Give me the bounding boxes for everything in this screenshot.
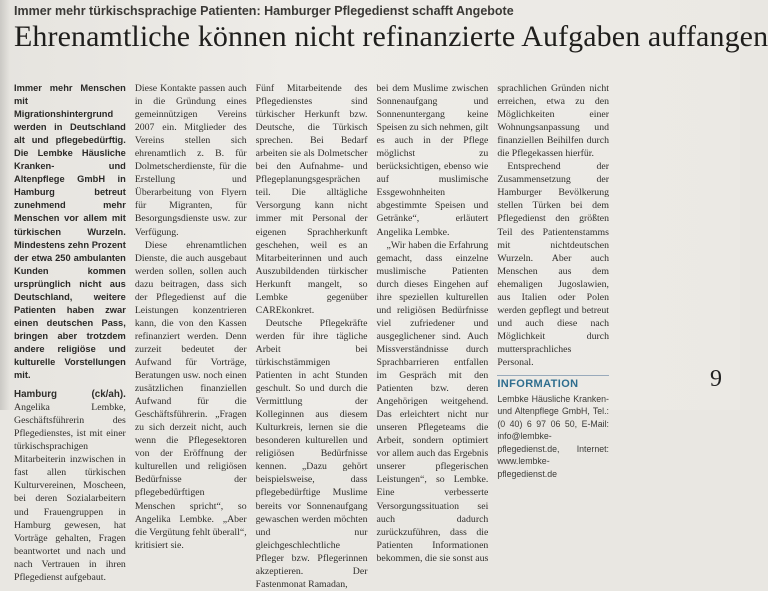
article-headline: Ehrenamtliche können nicht refinanzierte Aufgaben auffangen [14, 20, 768, 53]
info-text: Lembke Häusliche Kranken- und Altenpflege GmbH, Tel.: (0 40) 6 97 06 50, E-Mail: info@lembke-pflegedienst.de, Internet: www.lembke-pflegedienst.de [497, 394, 609, 479]
article-paragraph: „Wir haben die Erfahrung gemacht, dass einzelne muslimische Patienten durch dieses Eingehen auf ihre speziellen kulturellen und religiösen Bedürfnisse viel zufriedener und ausgeglichener sind. Auch Missverständnisse durch Sprachbarrieren entfallen im Gespräch mit den Patienten bzw. deren Angehörigen weitgehend. Das erleichtert nicht nur unseren Pflegeteams die Arbeit, sondern optimiert vor allem auch das Ergebnis unserer pflegerischen Leistungen“, so Lembke. Eine verbesserte Versorgungssituation sei auch dadurch zurückzuführen, dass die Patienten Informationen bekommen, die sie sonst aus [376, 239, 489, 564]
article-dateline: Hamburg (ck/ah). [14, 389, 126, 401]
article-kicker: Immer mehr türkischsprachige Patienten: Hamburger Pflegedienst schafft Angebote [14, 4, 514, 18]
info-box [497, 375, 609, 480]
info-title: INFORMATION [497, 375, 609, 391]
article-column-3 [256, 82, 368, 591]
article-lead: Immer mehr Menschen mit Migrationshintergrund werden in Deutschland alt und pflegebedürftig. Die Lembke Häusliche Kranken- und Altenpflege GmbH in Hamburg betreut zunehmend mehr Menschen vor allem mit türkischen Wurzeln. Mindestens zehn Prozent der etwa 250 ambulanten Kunden kommen ursprünglich nicht aus Deutschland, weitere Patienten haben zwar einen deutschen Pass, bringen aber trotzdem andere religiöse und kulturelle Vorstellungen mit. [14, 83, 126, 381]
article-paragraph: Diese Kontakte passen auch in die Gründung eines gemeinnützigen Vereins 2007 ein. Mitglieder des Vereins stellen sich ehrenamtlich z. B. für Dolmetscherdienste, für die Erstellung und Überarbeitung von Flyern für Migranten, für Besorgungsdienste usw. zur Verfügung. [134, 83, 247, 238]
page-edge-shadow [0, 0, 10, 410]
article-paragraph: Deutsche Pflegekräfte werden für ihre tägliche Arbeit bei türkischstämmigen Patienten in acht Stunden geschult. So und durch die Vermittlung der Kolleginnen aus diesem Kulturkreis, lernen sie die besonderen kulturellen und religiösen Bedürfnisse kennen. „Dazu gehört beispielsweise, dass pflegebedürftige Muslime bereits vor Sonnenaufgang gewaschen werden möchten und nur gleichgeschlechtliche Pfleger bzw. Pflegerinnen akzeptieren. Der Fastenmonat Ramadan, [255, 317, 368, 590]
article-paragraph: bei dem Muslime zwischen Sonnenaufgang und Sonnenuntergang keine Speisen zu sich nehmen, gilt es auch in der Pflege möglichst zu berücksichtigen, ebenso wie auf muslimische Essgewohnheiten abgestimmte Speisen und Getränke“, erläutert Angelika Lembke. [376, 83, 489, 238]
article-paragraph: sprachlichen Gründen nicht erreichen, etwa zu den Möglichkeiten einer Wohnungsanpassung und finanziellen Beihilfen durch die Pflegekassen hierfür. [497, 83, 609, 160]
article-column-4 [377, 82, 489, 591]
article-column-1 [14, 82, 126, 591]
article-paragraph: Fünf Mitarbeitende des Pflegedienstes sind türkischer Herkunft bzw. Deutsche, die Türkisch sprechen. Bei Bedarf arbeiten sie als Dolmetscher bei den Aufnahme- und Pflegeplanungsgesprächen teil. Die alltägliche Versorgung kann nicht immer mit Personal der eigenen Sprachherkunft geschehen, weil es an Mitarbeiterinnen und auch Auszubildenden türkischer Herkunft mangelt, so Lembke gegenüber CAREkonkret. [255, 83, 368, 316]
article-paragraph [14, 388, 126, 584]
article-column-2 [135, 82, 247, 591]
article-paragraph: Entsprechend der Zusammensetzung der Hamburger Bevölkerung stellen Türken bei dem Pflegedienst den größten Teil des Patientenstamms mit nichtdeutschen Wurzeln. Aber auch Menschen aus dem ehemaligen Jugoslawien, aus Italien oder Polen werden gepflegt und betreut und auch diese nach Möglichkeit durch muttersprachliches Personal. [497, 161, 609, 368]
article-text: Angelika Lembke, Geschäftsführerin des Pflegedienstes, ist mit einer türkischsprachigen Mitarbeiterin inzwischen in fast allen türkischen Kulturvereinen, Moscheen, bei deren Sozialarbeitern und Frauengruppen in Hamburg gewesen, hat Vorträge gehalten, Fragen beantwortet und nach und nach Vertrauen in ihren Pflegedienst aufgebaut. [14, 402, 126, 583]
page-number: 9 [710, 366, 722, 392]
article-column-5 [497, 82, 730, 591]
article-paragraph: Diese ehrenamtlichen Dienste, die auch ausgebaut werden sollen, sollen auch dazu beitragen, dass sich der Pflegedienst auf die Leistungen konzentrieren kann, die von den Kassen refinanziert werden. Denn zurzeit bedeutet der Aufwand für Vorträge, Beratungen usw. noch einen zusätzlichen finanziellen Aufwand für die Geschäftsführerin. „Fragen zu sich derzeit nicht, auch wenn die Pflegesektoren von der Eröffnung der kulturellen und religiösen Bedürfnisse der pflegebedürftigen Menschen spricht“, so Angelika Lembke. „Aber die Vergütung fehlt überall“, kritisiert sie. [134, 239, 247, 551]
article-column-5-inner [497, 82, 609, 480]
article-body [14, 82, 730, 590]
